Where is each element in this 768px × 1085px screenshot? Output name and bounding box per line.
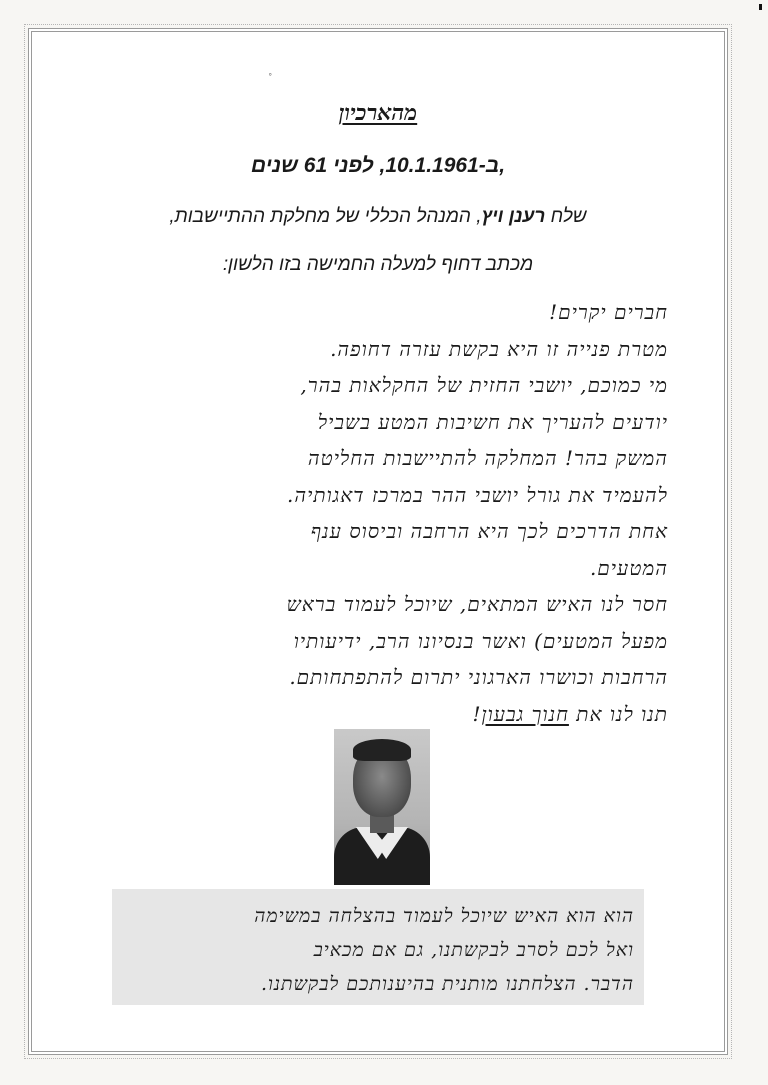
letter-line: המשק בהר! המחלקה להתיישבות החליטה — [307, 446, 668, 470]
sender-prefix: שלח — [550, 206, 587, 227]
intro-sender-line — [72, 206, 684, 228]
scan-dot: ˚ — [268, 74, 273, 84]
letter-body — [92, 294, 668, 732]
photo-hair — [353, 739, 411, 761]
letter-line: חברים יקרים! — [549, 300, 668, 324]
closing-line: ואל לכם לסרב לבקשתנו, גם אם מכאיב — [313, 939, 634, 961]
page-title: מהארכיון — [338, 100, 418, 126]
letter-line: הרחבות וכושרו הארגוני יתרום להתפתחותם. — [289, 665, 668, 689]
letter-line: להעמיד את גורל יושבי ההר במרכז דאגותיה. — [287, 482, 668, 507]
letter-line-last — [92, 696, 668, 733]
letter-line: מפעל המטעים) ואשר בנסיונו הרב, ידיעותיו — [293, 628, 668, 653]
closing-box — [112, 889, 644, 1005]
portrait-photo-icon — [334, 729, 430, 885]
date-line: ב-10.1.1961, לפני 61 שנים, — [250, 154, 506, 177]
document-frame — [28, 28, 728, 1055]
letter-line-last-prefix: תנו לנו את — [576, 701, 668, 726]
letter-line: חסר לנו האיש המתאים, שיוכל לעמוד בראש — [286, 592, 668, 616]
photo-body — [334, 827, 430, 885]
letter-line: המטעים. — [589, 555, 668, 580]
sender-name: רענן ויץ — [481, 206, 546, 227]
letter-line: אחת הדרכים לכך היא הרחבה וביסוס ענף — [310, 519, 668, 543]
closing-line: הוא הוא האיש שיוכל לעמוד בהצלחה במשימה — [254, 905, 634, 927]
closing-line: הדבר. הצלחתנו מותנית בהיענותכם לבקשתנו. — [260, 973, 634, 995]
nominee-name: חנוך גבעון — [481, 701, 569, 726]
letter-line: מי כמוכם, יושבי החזית של החקלאות בהר, — [300, 373, 668, 397]
nominee-suffix: ! — [472, 701, 482, 726]
scan-speck — [759, 4, 762, 10]
sender-role: , המנהל הכללי של מחלקת ההתיישבות, — [169, 206, 482, 227]
intro-line-2: מכתב דחוף למעלה החמישה בזו הלשון: — [222, 254, 534, 275]
letter-line: יודעים להעריך את חשיבות המטע בשביל — [317, 409, 668, 434]
letter-line: מטרת פנייה זו היא בקשת עזרה דחופה. — [330, 336, 668, 361]
